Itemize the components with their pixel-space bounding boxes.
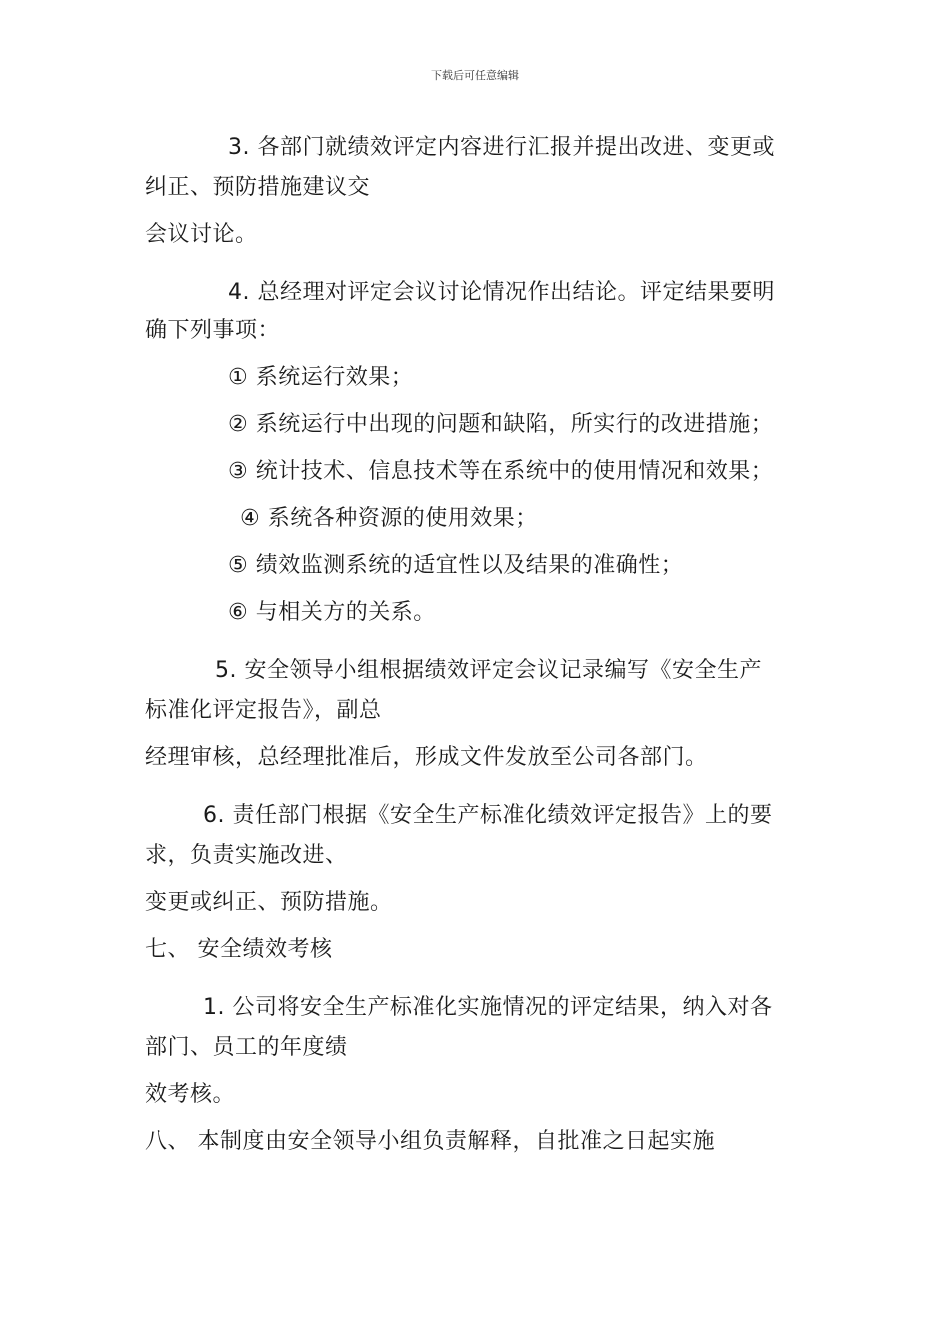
section-7-item-1-line-2: 部门、员工的年度绩 [145,1035,348,1060]
list-item-1: ① 系统运行效果； [228,365,414,390]
list-item-3: ③ 统计技术、信息技术等在系统中的使用情况和效果； [228,459,774,484]
list-item-5: ⑤ 绩效监测系统的适宜性以及结果的准确性； [228,553,684,578]
page-header: 下载后可任意编辑 [431,69,519,82]
paragraph-6-line-3: 变更或纠正、预防措施。 [145,890,393,915]
paragraph-6-line-2: 求，负责实施改进、 [145,843,348,868]
list-item-4: ④ 系统各种资源的使用效果； [240,506,538,531]
paragraph-5-line-3: 经理审核，总经理批准后，形成文件发放至公司各部门。 [145,745,708,770]
paragraph-5-line-2: 标准化评定报告》，副总 [145,698,382,723]
list-item-6: ⑥ 与相关方的关系。 [228,600,436,625]
paragraph-4-line-1: 4. 总经理对评定会议讨论情况作出结论。评定结果要明 [228,280,775,305]
section-7-item-1-line-1: 1. 公司将安全生产标准化实施情况的评定结果，纳入对各 [203,995,773,1020]
paragraph-5-line-1: 5. 安全领导小组根据绩效评定会议记录编写《安全生产 [215,658,762,683]
paragraph-3-line-3: 会议讨论。 [145,222,258,247]
paragraph-3-line-2: 纠正、预防措施建议交 [145,175,371,200]
section-7-item-1-line-3: 效考核。 [145,1082,236,1107]
section-8-heading: 八、 本制度由安全领导小组负责解释，自批准之日起实施 [145,1129,715,1154]
section-7-heading: 七、 安全绩效考核 [145,937,333,962]
list-item-2: ② 系统运行中出现的问题和缺陷，所实行的改进措施； [228,412,774,437]
paragraph-6-line-1: 6. 责任部门根据《安全生产标准化绩效评定报告》上的要 [203,803,773,828]
paragraph-4-line-2: 确下列事项： [145,318,281,343]
paragraph-3-line-1: 3. 各部门就绩效评定内容进行汇报并提出改进、变更或 [228,135,775,160]
